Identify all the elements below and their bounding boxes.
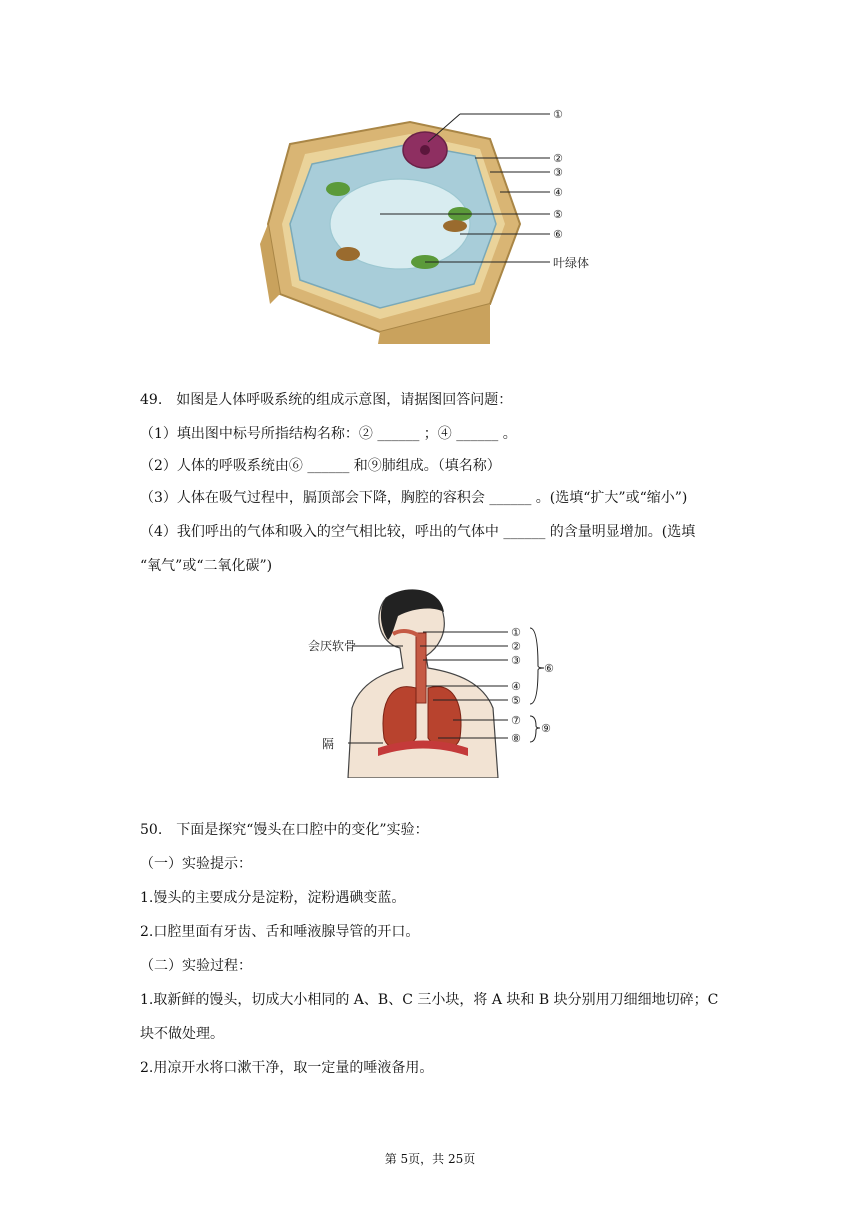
resp-label-3: ③ (511, 654, 521, 667)
q49-line-4: （4）我们呼出的气体和吸入的空气相比较，呼出的气体中 ______ 的含量明显增加。(选填 (140, 524, 696, 540)
q49-line-3: （3）人体在吸气过程中，膈顶部会下降，胸腔的容积会 ______ 。(选填“扩大”或“缩小”) (140, 490, 688, 506)
resp-label-7: ⑦ (511, 714, 521, 727)
epiglottis-label: 会厌软骨 (308, 639, 357, 653)
q50-line-5: 1.取新鲜的馒头，切成大小相同的 A、B、C 三小块，将 A 块和 B 块分别用刀细细地切碎；C (140, 992, 719, 1008)
q49-line-5: “氧气”或“二氧化碳”) (140, 558, 273, 574)
q50-line-7: 2.用凉开水将口漱干净，取一定量的唾液备用。 (140, 1060, 434, 1076)
resp-group-6: ⑥ (544, 662, 554, 675)
plant-cell-figure (260, 104, 620, 344)
chloroplast-label: 叶绿体 (553, 256, 590, 270)
cell-label-4: ④ (553, 186, 563, 199)
q50-line-1: （一）实验提示： (140, 856, 252, 872)
cell-label-2: ② (553, 152, 563, 165)
q49-line-2: （2）人体的呼吸系统由⑥ ______ 和⑨肺组成。（填名称） (140, 458, 501, 474)
cell-label-3: ③ (553, 166, 563, 179)
cell-label-1: ① (553, 108, 563, 121)
resp-label-2: ② (511, 640, 521, 653)
resp-label-4: ④ (511, 680, 521, 693)
page-footer: 第 5页，共 25页 (384, 1152, 476, 1166)
q50-line-6: 块不做处理。 (140, 1026, 224, 1042)
respiratory-system-figure (308, 588, 558, 778)
cell-label-5: ⑤ (553, 208, 563, 221)
q50-stem: 50. 下面是探究“馒头在口腔中的变化”实验： (140, 822, 429, 838)
q50-line-2: 1.馒头的主要成分是淀粉，淀粉遇碘变蓝。 (140, 890, 406, 906)
q49-stem: 49. 如图是人体呼吸系统的组成示意图，请据图回答问题： (140, 392, 513, 408)
resp-label-5: ⑤ (511, 694, 521, 707)
resp-group-9: ⑨ (541, 722, 551, 735)
q50-line-4: （二）实验过程： (140, 958, 252, 974)
resp-label-8: ⑧ (511, 732, 521, 745)
cell-label-6: ⑥ (553, 228, 563, 241)
q49-line-1: （1）填出图中标号所指结构名称：② ______ ；④ ______ 。 (140, 426, 517, 442)
q50-line-3: 2.口腔里面有牙齿、舌和唾液腺导管的开口。 (140, 924, 420, 940)
resp-label-1: ① (511, 626, 521, 639)
diaphragm-label: 隔 (322, 737, 335, 751)
